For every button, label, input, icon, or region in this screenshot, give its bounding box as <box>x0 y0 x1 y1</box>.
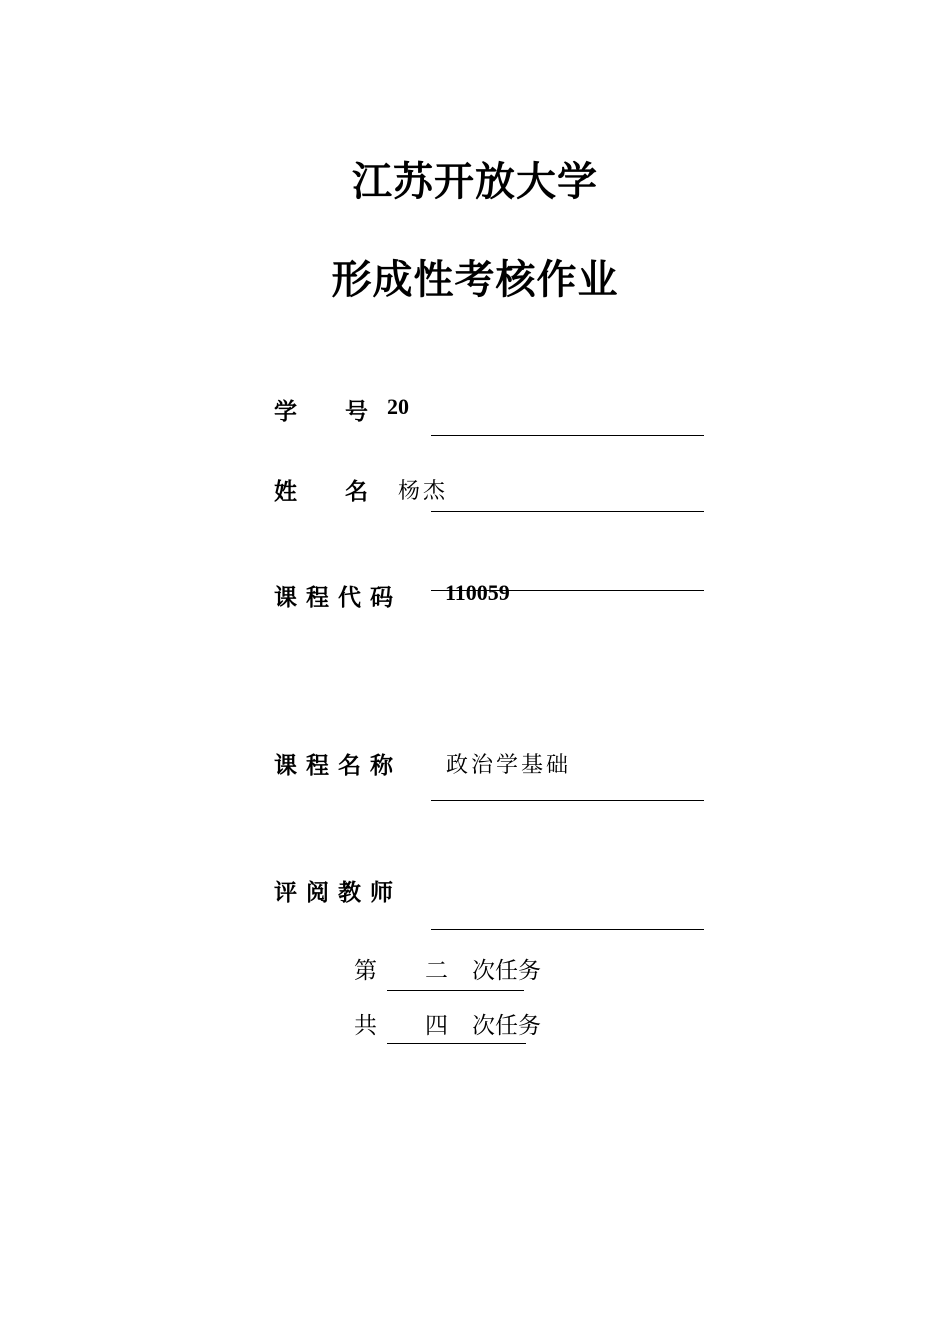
name-label-b: 名 <box>345 479 368 505</box>
task-current-suffix: 次任务 <box>472 958 541 984</box>
task-total-underline <box>387 1043 526 1044</box>
course-name-underline <box>431 800 704 801</box>
task-total <box>354 1007 541 1040</box>
course-code-label: 课程代码 <box>274 585 402 611</box>
name-label <box>274 473 368 506</box>
name-underline <box>431 511 704 512</box>
task-total-number: 四 <box>425 1013 448 1039</box>
task-current-underline <box>387 990 524 991</box>
course-name-value: 政治学基础 <box>446 753 572 778</box>
student-id-label-a: 学 <box>274 399 297 425</box>
name-label-a: 姓 <box>274 479 297 505</box>
reviewer-underline <box>431 929 704 930</box>
student-id-value: 20 <box>387 394 409 419</box>
course-code-line <box>431 590 704 591</box>
task-total-prefix: 共 <box>354 1013 377 1039</box>
task-current-prefix: 第 <box>354 958 377 984</box>
student-id-label-b: 号 <box>345 399 368 425</box>
student-id-underline <box>431 435 704 436</box>
task-current-number: 二 <box>425 958 448 984</box>
document-title: 形成性考核作业 <box>331 257 619 303</box>
university-title: 江苏开放大学 <box>352 159 598 205</box>
student-id-label <box>274 393 368 426</box>
course-name-label: 课程名称 <box>274 753 402 779</box>
reviewer-label: 评阅教师 <box>274 880 402 906</box>
name-value: 杨杰 <box>398 479 449 504</box>
course-code-value: 110059 <box>445 580 510 605</box>
task-total-suffix: 次任务 <box>472 1013 541 1039</box>
task-current <box>354 952 541 985</box>
